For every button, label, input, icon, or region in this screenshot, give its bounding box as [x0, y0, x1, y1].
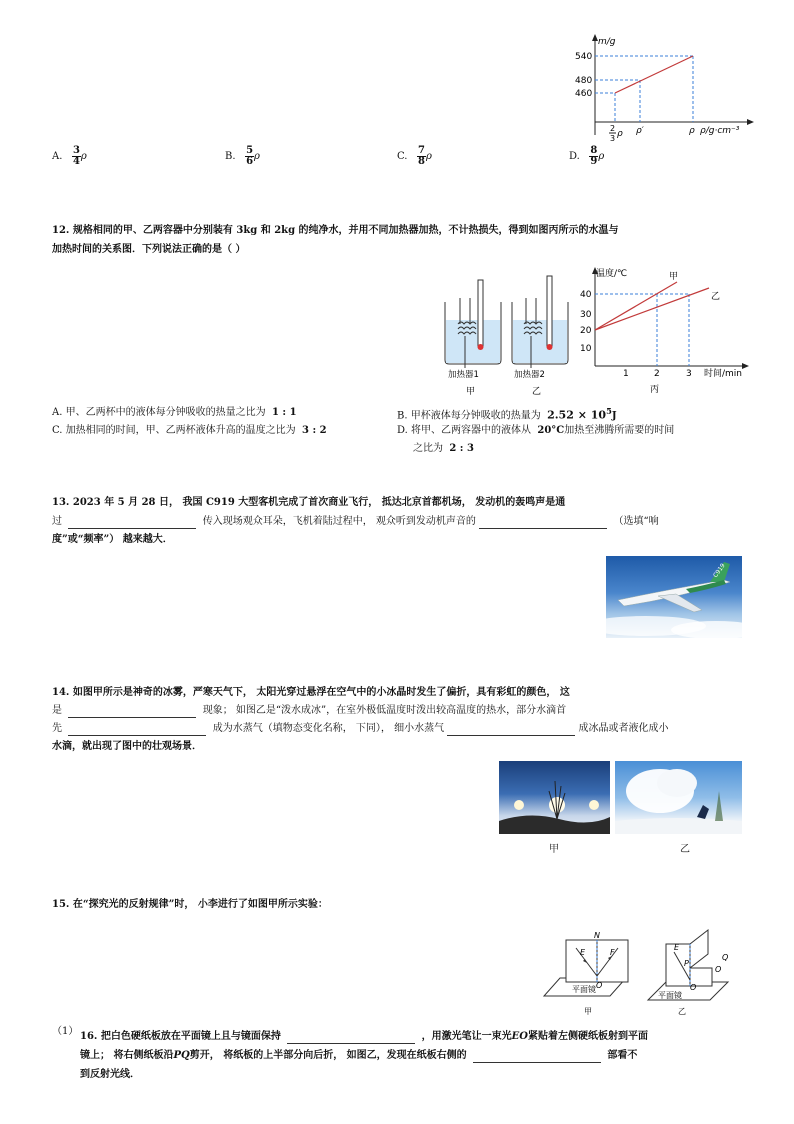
y-tick-40: 40: [580, 290, 592, 300]
q13-blank-2[interactable]: [479, 516, 607, 529]
q12-option-c: C. 加热相同的时间，甲、乙两杯液体升高的温度之比为 3 : 2: [52, 425, 327, 436]
water-jia: [446, 320, 500, 363]
q13-stem-line2: 过 传入现场观众耳朵，飞机着陆过程中， 观众听到发动机声音的 （选填“响: [52, 516, 659, 527]
q12-temperature-time-graph: [577, 263, 757, 398]
snow-ground: [615, 818, 742, 834]
y-tick-20: 20: [580, 326, 592, 336]
label-F: F: [610, 948, 615, 957]
x-tick-mid: ρ′: [636, 126, 644, 136]
q11-option-b: B. $\frac{5}{6}$ ρ: [225, 145, 260, 167]
x-tick-left-num: 2: [610, 124, 616, 133]
ice-cloud-top: [657, 769, 697, 797]
label-Q: Q: [722, 953, 729, 962]
mass-density-line: [615, 56, 693, 93]
mirror-label-jia: 平面镜: [572, 985, 596, 994]
q14-blank-1[interactable]: [68, 705, 196, 718]
q14-blank-2[interactable]: [68, 723, 206, 736]
q16-stem-line2: 镜上； 将右侧纸板沿PQ剪开， 将纸板的上半部分向后折， 如图乙，发现在纸板右侧的 部看不: [80, 1050, 638, 1061]
q14-stem-line2: 是 现象； 如图乙是“泼水成冰”，在室外极低温度时泼出较高温度的热水，部分水滴首: [52, 705, 567, 716]
q14-stem-line1: 14. 如图甲所示是神奇的冰雾，严寒天气下， 太阳光穿过悬浮在空气中的小冰晶时发生了偏折，具有彩虹的颜色， 这: [52, 687, 570, 698]
heater2-label: 加热器2: [514, 370, 545, 380]
heater1-label: 加热器1: [448, 370, 479, 380]
label-E-yi: E: [674, 943, 680, 952]
tail-text: C919: [712, 562, 727, 580]
q16-blank-2[interactable]: [473, 1050, 601, 1063]
q12-option-b: B. 甲杯液体每分钟吸收的热量为 $2.52 \times 10^5J$: [397, 406, 617, 422]
y-tick-30: 30: [580, 310, 592, 320]
line-jia-label: 甲: [669, 272, 679, 282]
y-axis-label: m/g: [598, 37, 616, 47]
q11-option-d: D. $\frac{8}{9}$ ρ: [569, 145, 605, 167]
airplane-graphic: [606, 556, 742, 638]
y-axis-label: 温度/℃: [596, 269, 628, 279]
x-axis-label: ρ/g·cm⁻³: [700, 126, 740, 136]
label-O-jia: O: [596, 981, 603, 990]
label-E-jia: E: [580, 948, 586, 957]
label-N: N: [594, 931, 600, 940]
q12-stem-line2: 加热时间的关系图．下列说法正确的是（ ）: [52, 244, 246, 255]
photo-caption-jia: 甲: [549, 844, 559, 855]
fig-label-yi: 乙: [532, 387, 542, 397]
ice-fog-photo: [499, 761, 610, 834]
wing: [658, 594, 702, 612]
q11-option-c: C. $\frac{7}{8}$ ρ: [397, 145, 432, 167]
ground-silhouette: [499, 815, 610, 834]
cardboard-yi-right-upper: [690, 930, 708, 968]
thermometer-bulb-jia: [478, 344, 484, 350]
fig-label-bing: 丙: [650, 385, 660, 395]
q12-stem-line1: 12. 规格相同的甲、乙两容器中分别装有 3kg 和 2kg 的纯净水，并用不同加热器加热，不计热损失，得到如图丙所示的水温与: [52, 225, 619, 236]
sun-dog-left: [514, 800, 524, 810]
q12-option-a: A. 甲、乙两杯中的液体每分钟吸收的热量之比为 1 : 1: [52, 407, 297, 418]
line-yi-label: 乙: [711, 292, 721, 302]
y-tick-480: 480: [575, 76, 593, 86]
label-O-yi: O: [690, 983, 697, 992]
q15-reflection-figure: [540, 928, 745, 1016]
fraction: $\frac{3}{4}$: [72, 145, 80, 167]
x-tick-left-sym: ρ: [617, 129, 623, 139]
q14-stem-line3: 先 成为水蒸气（填物态变化名称， 下同）， 细小水蒸气 成冰晶或者液化成小: [52, 723, 669, 734]
y-tick-10: 10: [580, 344, 592, 354]
x-axis-arrow: [747, 119, 754, 125]
q11-mass-density-graph: [560, 30, 760, 150]
q16-blank-1[interactable]: [287, 1031, 415, 1044]
ice-fog-graphic: [499, 761, 610, 834]
x-axis-arrow: [742, 363, 749, 369]
tree: [715, 791, 723, 821]
y-tick-460: 460: [575, 89, 593, 99]
thermometer-jia: [478, 280, 483, 346]
x-tick-right: ρ: [689, 126, 695, 136]
y-tick-540: 540: [575, 52, 593, 62]
x-tick-1: 1: [623, 369, 629, 379]
splash-ice-graphic: [615, 761, 742, 834]
person: [697, 805, 709, 819]
label-P: P: [684, 959, 689, 968]
q12-option-d: D. 将甲、乙两容器中的液体从 20°C加热至沸腾所需要的时间: [397, 425, 675, 436]
q11-option-a: A. $\frac{3}{4}$ ρ: [52, 145, 87, 167]
line-jia: [595, 282, 677, 330]
q16-subnumber: （1）: [52, 1026, 79, 1037]
photo-caption-yi: 乙: [680, 844, 690, 855]
q13-blank-1[interactable]: [68, 516, 196, 529]
q14-blank-3[interactable]: [447, 723, 575, 736]
sun-dog-right: [589, 800, 599, 810]
fraction: $\frac{7}{8}$: [418, 145, 425, 167]
q16-stem-line1: 16. 把白色硬纸板放在平面镜上且与镜面保持 ，用激光笔让一束光EO紧贴着左侧硬纸板射到平面: [80, 1031, 648, 1042]
fig-caption-yi: 乙: [678, 1007, 686, 1016]
thermometer-yi: [547, 276, 552, 346]
q14-stem-line4: 水滴，就出现了图中的壮观场景．: [52, 741, 202, 752]
thermometer-bulb-yi: [547, 344, 553, 350]
x-tick-left-den: 3: [610, 134, 616, 143]
mirror-label-yi: 平面镜: [658, 991, 682, 1000]
q13-stem-line1: 13. 2023 年 5 月 28 日， 我国 C919 大型客机完成了首次商业飞行， 抵达北京首都机场， 发动机的轰鸣声是通: [52, 497, 566, 508]
q15-stem-line1: 15. 在“探究光的反射规律”时， 小李进行了如图甲所示实验：: [52, 899, 328, 910]
label-O-yi-upper: O: [715, 965, 722, 974]
q12-option-d-line2: 之比为 2 : 3: [413, 443, 474, 454]
x-axis-label: 时间/min: [704, 369, 743, 379]
fig-label-jia: 甲: [466, 387, 476, 397]
fraction: $\frac{5}{6}$: [246, 145, 254, 167]
fraction: $\frac{8}{9}$: [590, 145, 598, 167]
water-yi: [513, 320, 567, 363]
x-tick-2: 2: [654, 369, 660, 379]
splash-ice-photo: [615, 761, 742, 834]
fig-caption-jia: 甲: [584, 1007, 592, 1016]
q13-stem-line3: 度”或“频率”） 越来越大．: [52, 534, 173, 545]
q16-stem-line3: 到反射光线．: [80, 1069, 140, 1080]
q12-beakers-figure: [440, 272, 580, 397]
c919-airplane-photo: [606, 556, 742, 638]
x-tick-3: 3: [686, 369, 692, 379]
